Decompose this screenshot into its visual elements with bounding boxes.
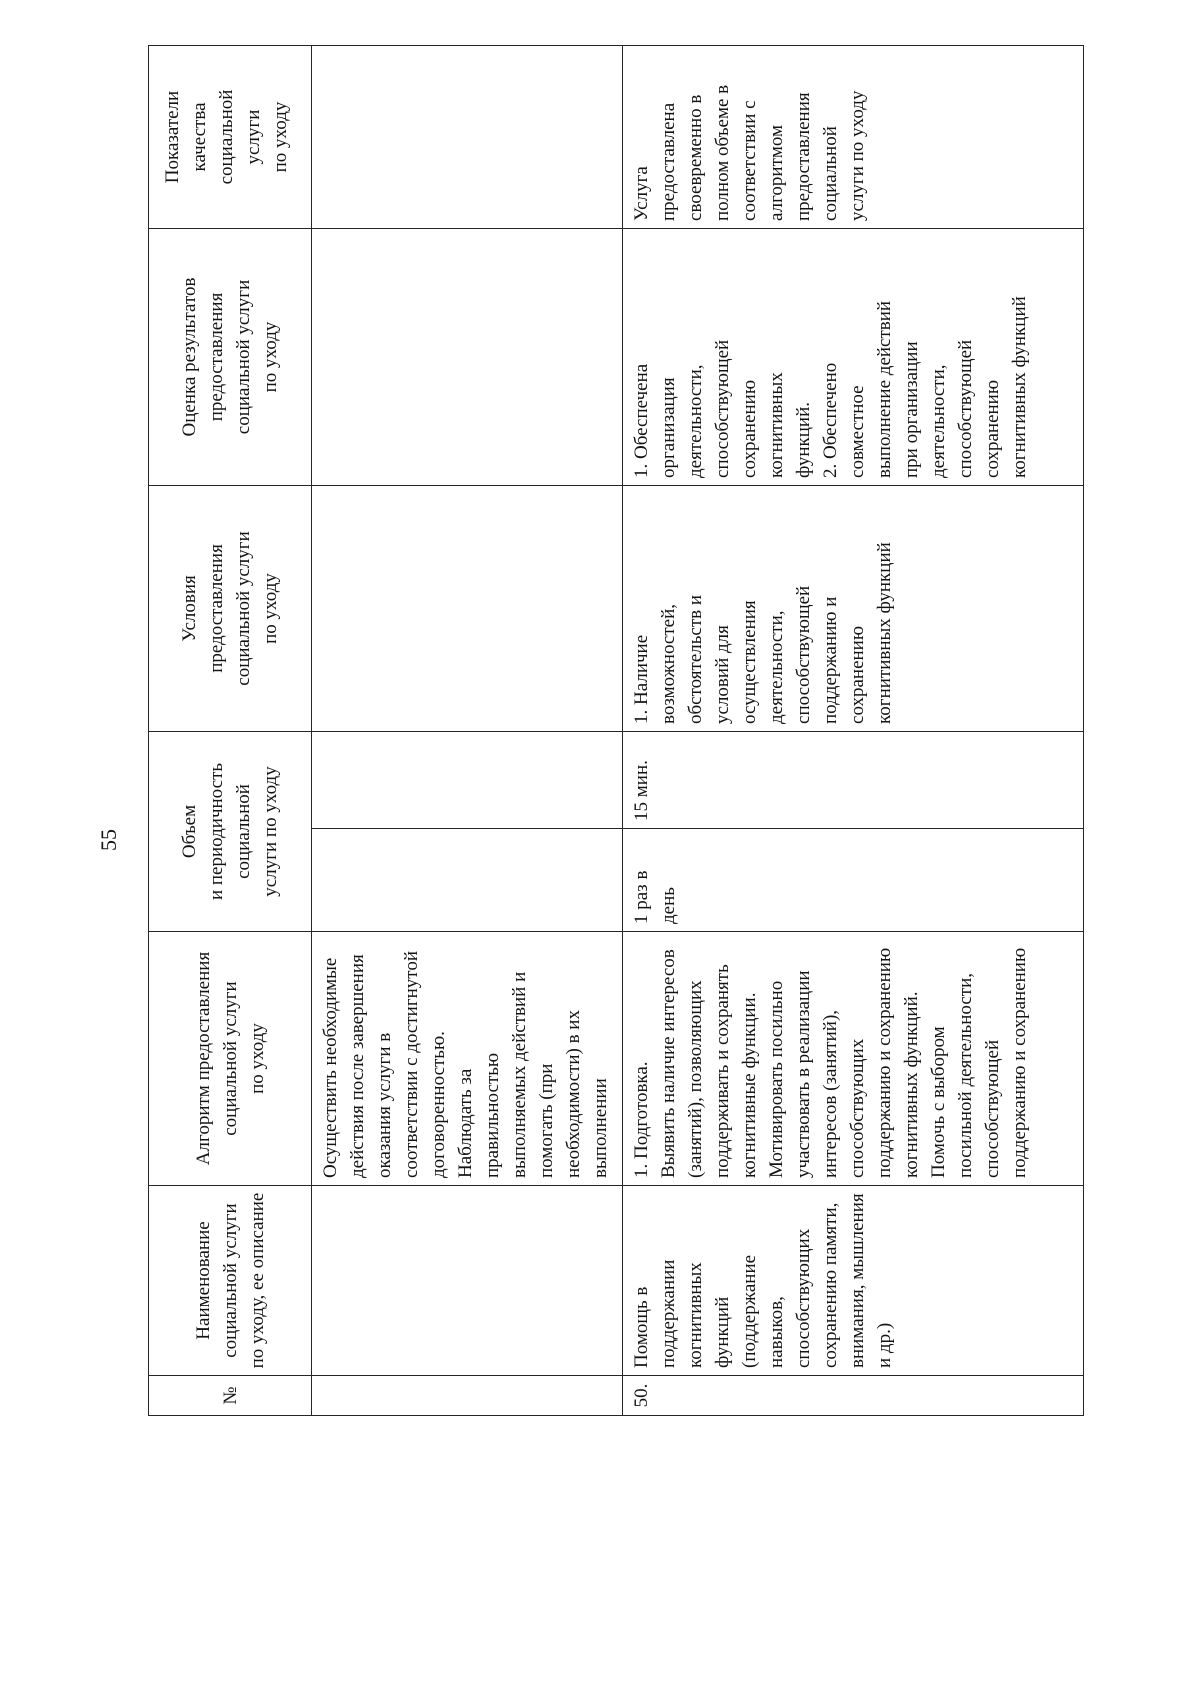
header-quality: Показатели качества социальной услуги по уходу <box>149 45 312 228</box>
volume-cell: 15 мин. <box>623 731 1084 828</box>
header-algorithm: Алгоритм предоставления социальной услуги по уходу <box>149 932 312 1186</box>
header-conditions: Условия предоставления социальной услуги по уходу <box>149 485 312 731</box>
services-table <box>148 45 1084 1416</box>
conditions-cell <box>312 485 623 731</box>
quality-cell: Услуга предоставлена своевременно в полном объеме в соответствии с алгоритмом предоставления социальной услуги по уходу <box>623 45 1084 228</box>
name-cell <box>312 1186 623 1376</box>
table-header-row <box>149 45 312 1415</box>
table-row <box>623 45 1084 1415</box>
header-name: Наименование социальной услуги по уходу, ее описание <box>149 1186 312 1376</box>
row-num-cell <box>312 1376 623 1416</box>
volume-cell <box>312 731 623 828</box>
quality-cell <box>312 45 623 228</box>
header-num: № <box>149 1376 312 1416</box>
page-number: 55 <box>96 829 121 851</box>
rotated-table-container <box>148 46 1068 1416</box>
periodicity-cell: 1 раз в день <box>623 829 1084 932</box>
row-num-cell: 50. <box>623 1376 1084 1416</box>
header-evaluation: Оценка результатов предоставления социальной услуги по уходу <box>149 228 312 485</box>
header-volume: Объем и периодичность социальной услуги по уходу <box>149 731 312 931</box>
algorithm-cell: 1. Подготовка. Выявить наличие интересов (занятий), позволяющих поддерживать и сохранять когнитивные функции. Мотивировать посильно участвовать в реализации интересов (занятий), способствующих поддержанию и сохранению когнитивных функций. Помочь с выбором посильной деятельности, способствующей поддержанию и сохранению <box>623 932 1084 1186</box>
evaluation-cell: 1. Обеспечена организация деятельности, способствующей сохранению когнитивных функций. 2. Обеспечено совместное выполнение действий при организации деятельности, способствующей сохранению когнитивных функций <box>623 228 1084 485</box>
algorithm-cell: Осуществить необходимые действия после завершения оказания услуги в соответствии с достигнутой договоренностью. Наблюдать за правильностью выполняемых действий и помогать (при необходимости) в их выполнении <box>312 932 623 1186</box>
conditions-cell: 1. Наличие возможностей, обстоятельств и условий для осуществления деятельности, способствующей поддержанию и сохранению когнитивных функций <box>623 485 1084 731</box>
name-cell: Помощь в поддержании когнитивных функций (поддержание навыков, способствующих сохранению памяти, внимания, мышления и др.) <box>623 1186 1084 1376</box>
periodicity-cell <box>312 829 623 932</box>
evaluation-cell <box>312 228 623 485</box>
table-row <box>312 45 623 1415</box>
